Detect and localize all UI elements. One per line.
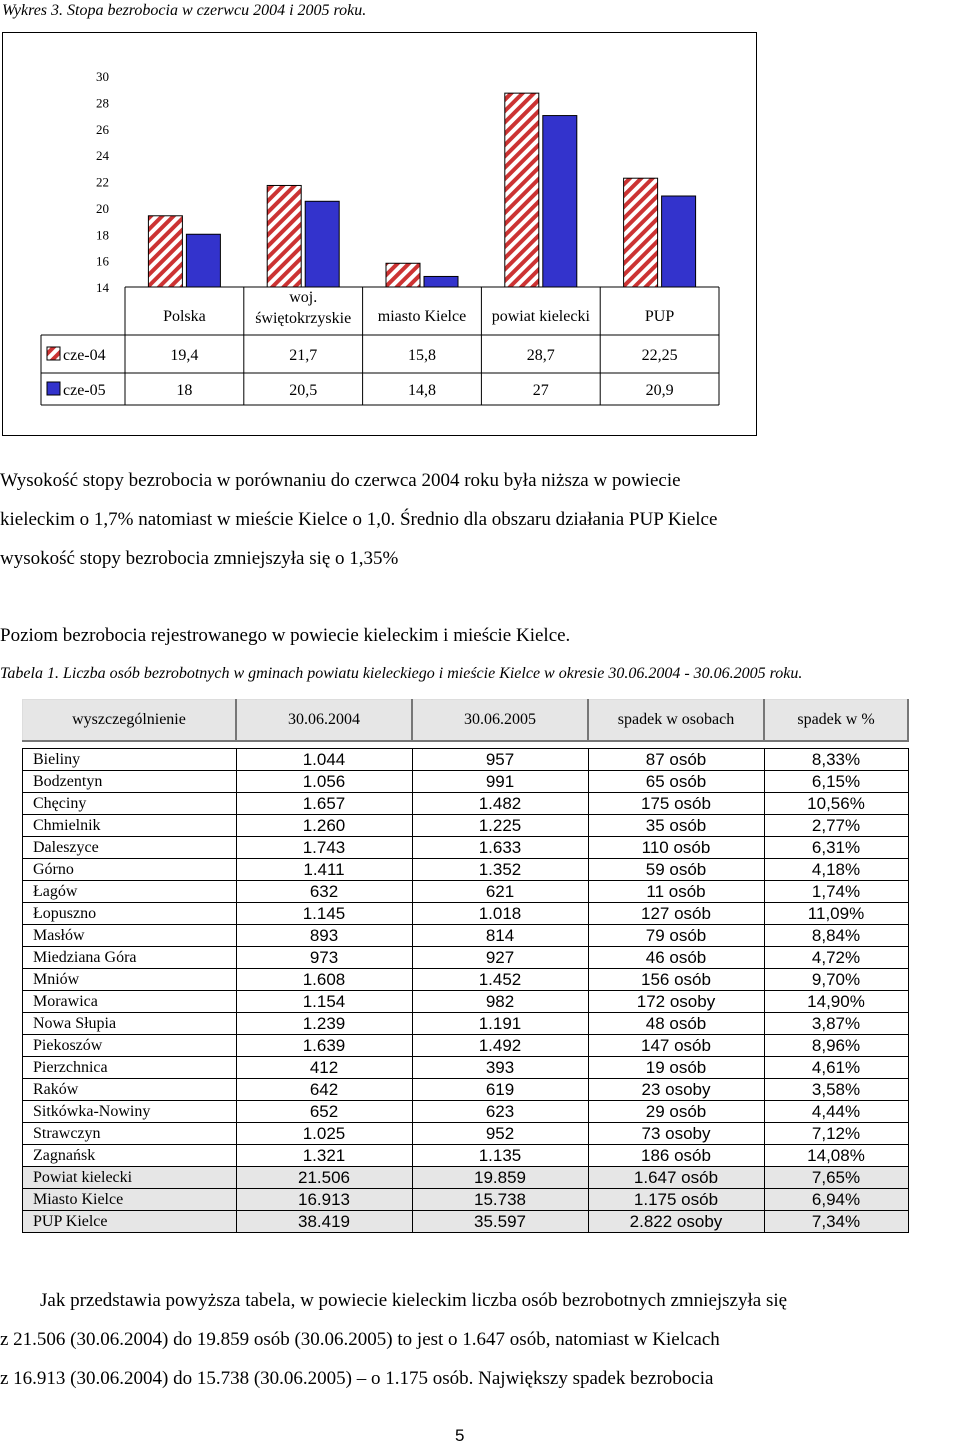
row-name-cell: Piekoszów bbox=[23, 1035, 237, 1057]
value-cell: 79 osób bbox=[588, 925, 764, 947]
value-cell: 110 osób bbox=[588, 837, 764, 859]
table-row bbox=[23, 859, 909, 881]
summary-row bbox=[23, 1189, 909, 1211]
table-row bbox=[23, 1057, 909, 1079]
paragraph-1-line: kieleckim o 1,7% natomiast w mieście Kielce o 1,0. Średnio dla obszaru działania PUP Kielce bbox=[0, 509, 718, 530]
paragraph-1 bbox=[0, 461, 932, 578]
category-label: świętokrzyskie bbox=[255, 310, 352, 327]
row-name-cell: Morawica bbox=[23, 991, 237, 1013]
y-tick-label: 16 bbox=[96, 253, 109, 269]
value-cell: 973 bbox=[236, 947, 412, 969]
value-cell: 927 bbox=[412, 947, 588, 969]
row-name-cell: Miasto Kielce bbox=[23, 1189, 237, 1211]
row-name-cell: Bieliny bbox=[23, 749, 237, 771]
value-cell: 175 osób bbox=[588, 793, 764, 815]
value-cell: 10,56% bbox=[764, 793, 908, 815]
value-cell: 1.018 bbox=[412, 903, 588, 925]
value-cell: 87 osób bbox=[588, 749, 764, 771]
value-cell: 4,44% bbox=[764, 1101, 908, 1123]
value-cell: 652 bbox=[236, 1101, 412, 1123]
figure-caption: Wykres 3. Stopa bezrobocia w czerwcu 2004 i 2005 roku. bbox=[2, 2, 367, 19]
value-cell: 991 bbox=[412, 771, 588, 793]
row-name-cell: Mniów bbox=[23, 969, 237, 991]
bar-cze04 bbox=[267, 185, 301, 287]
value-cell: 3,58% bbox=[764, 1079, 908, 1101]
value-cell: 172 osoby bbox=[588, 991, 764, 1013]
value-cell: 1.044 bbox=[236, 749, 412, 771]
value-cell: 6,15% bbox=[764, 771, 908, 793]
value-cell: 952 bbox=[412, 1123, 588, 1145]
y-tick-label: 22 bbox=[96, 174, 109, 190]
bar-cze05 bbox=[662, 196, 696, 287]
bar-cze04 bbox=[148, 216, 182, 287]
value-cell: 46 osób bbox=[588, 947, 764, 969]
header-cell: 30.06.2005 bbox=[412, 700, 588, 742]
value-cell: 1.135 bbox=[412, 1145, 588, 1167]
data-label: 27 bbox=[532, 382, 549, 399]
value-cell: 1.411 bbox=[236, 859, 412, 881]
bar-cze05 bbox=[424, 276, 458, 287]
value-cell: 1.482 bbox=[412, 793, 588, 815]
row-name-cell: Zagnańsk bbox=[23, 1145, 237, 1167]
value-cell: 23 osoby bbox=[588, 1079, 764, 1101]
value-cell: 11 osób bbox=[588, 881, 764, 903]
value-cell: 7,34% bbox=[764, 1211, 908, 1233]
table-row bbox=[23, 793, 909, 815]
table-row bbox=[23, 947, 909, 969]
value-cell: 621 bbox=[412, 881, 588, 903]
value-cell: 1.260 bbox=[236, 815, 412, 837]
row-name-cell: Górno bbox=[23, 859, 237, 881]
table-row bbox=[23, 1123, 909, 1145]
table-row bbox=[23, 991, 909, 1013]
value-cell: 1.145 bbox=[236, 903, 412, 925]
value-cell: 1.639 bbox=[236, 1035, 412, 1057]
y-tick-label: 18 bbox=[96, 227, 109, 243]
data-label: 15,8 bbox=[408, 347, 436, 364]
y-tick-label: 14 bbox=[96, 280, 109, 295]
y-tick-label: 24 bbox=[96, 148, 109, 164]
data-label: 21,7 bbox=[289, 347, 318, 364]
value-cell: 11,09% bbox=[764, 903, 908, 925]
table-caption: Tabela 1. Liczba osób bezrobotnych w gminach powiatu kieleckiego i mieście Kielce w okresie 30.06.2004 - 30.06.2005 roku. bbox=[0, 665, 803, 682]
value-cell: 1.657 bbox=[236, 793, 412, 815]
bar-chart bbox=[3, 33, 758, 437]
value-cell: 21.506 bbox=[236, 1167, 412, 1189]
table-row bbox=[23, 1145, 909, 1167]
value-cell: 19 osób bbox=[588, 1057, 764, 1079]
value-cell: 38.419 bbox=[236, 1211, 412, 1233]
value-cell: 127 osób bbox=[588, 903, 764, 925]
y-tick-label: 26 bbox=[96, 121, 109, 137]
value-cell: 156 osób bbox=[588, 969, 764, 991]
value-cell: 4,61% bbox=[764, 1057, 908, 1079]
value-cell: 4,72% bbox=[764, 947, 908, 969]
bar-cze05 bbox=[543, 116, 577, 287]
value-cell: 1.239 bbox=[236, 1013, 412, 1035]
value-cell: 632 bbox=[236, 881, 412, 903]
table-row bbox=[23, 925, 909, 947]
category-label: miasto Kielce bbox=[377, 308, 467, 325]
row-name-cell: PUP Kielce bbox=[23, 1211, 237, 1233]
value-cell: 7,12% bbox=[764, 1123, 908, 1145]
bar-cze04 bbox=[386, 263, 420, 287]
value-cell: 19.859 bbox=[412, 1167, 588, 1189]
value-cell: 1.647 osób bbox=[588, 1167, 764, 1189]
row-name-cell: Chmielnik bbox=[23, 815, 237, 837]
value-cell: 14,90% bbox=[764, 991, 908, 1013]
series-name: cze-05 bbox=[63, 382, 106, 399]
value-cell: 65 osób bbox=[588, 771, 764, 793]
value-cell: 412 bbox=[236, 1057, 412, 1079]
value-cell: 1.452 bbox=[412, 969, 588, 991]
data-label: 14,8 bbox=[408, 382, 436, 399]
bar-cze04 bbox=[505, 93, 539, 287]
value-cell: 7,65% bbox=[764, 1167, 908, 1189]
data-label: 19,4 bbox=[170, 347, 199, 364]
value-cell: 1.225 bbox=[412, 815, 588, 837]
value-cell: 73 osoby bbox=[588, 1123, 764, 1145]
category-label: woj. bbox=[289, 289, 318, 306]
header-cell: wyszczególnienie bbox=[23, 700, 237, 742]
value-cell: 8,33% bbox=[764, 749, 908, 771]
paragraph-1-line: wysokość stopy bezrobocia zmniejszyła się o 1,35% bbox=[0, 548, 399, 569]
paragraph-1-line: Wysokość stopy bezrobocia w porównaniu do czerwca 2004 roku była niższa w powiecie bbox=[0, 470, 681, 491]
value-cell: 1.608 bbox=[236, 969, 412, 991]
row-name-cell: Powiat kielecki bbox=[23, 1167, 237, 1189]
value-cell: 982 bbox=[412, 991, 588, 1013]
data-label: 20,9 bbox=[645, 382, 674, 399]
table-row bbox=[23, 1079, 909, 1101]
category-label: Polska bbox=[163, 308, 206, 325]
value-cell: 619 bbox=[412, 1079, 588, 1101]
value-cell: 1,74% bbox=[764, 881, 908, 903]
value-cell: 2.822 osoby bbox=[588, 1211, 764, 1233]
value-cell: 147 osób bbox=[588, 1035, 764, 1057]
row-name-cell: Łopuszno bbox=[23, 903, 237, 925]
y-tick-label: 30 bbox=[96, 69, 109, 84]
data-label: 20,5 bbox=[289, 382, 318, 399]
bar-cze05 bbox=[305, 201, 339, 287]
row-name-cell: Sitkówka-Nowiny bbox=[23, 1101, 237, 1123]
value-cell: 16.913 bbox=[236, 1189, 412, 1211]
value-cell: 642 bbox=[236, 1079, 412, 1101]
value-cell: 59 osób bbox=[588, 859, 764, 881]
value-cell: 6,31% bbox=[764, 837, 908, 859]
data-label: 28,7 bbox=[526, 347, 555, 364]
value-cell: 15.738 bbox=[412, 1189, 588, 1211]
value-cell: 6,94% bbox=[764, 1189, 908, 1211]
paragraph-2-line: z 16.913 (30.06.2004) do 15.738 (30.06.2005) – o 1.175 osób. Największy spadek bezrobocia bbox=[0, 1368, 714, 1389]
bar-cze04 bbox=[624, 178, 658, 287]
series-name: cze-04 bbox=[63, 347, 106, 364]
y-tick-label: 20 bbox=[96, 200, 109, 216]
table-row bbox=[23, 749, 909, 771]
legend-swatch bbox=[47, 347, 60, 360]
value-cell: 1.352 bbox=[412, 859, 588, 881]
value-cell: 14,08% bbox=[764, 1145, 908, 1167]
data-label: 22,25 bbox=[641, 347, 678, 364]
page-number: 5 bbox=[455, 1426, 465, 1445]
paragraph-2 bbox=[0, 1281, 932, 1398]
paragraph-2-line: z 21.506 (30.06.2004) do 19.859 osób (30.06.2005) to jest o 1.647 osób, natomiast w Kielcach bbox=[0, 1329, 720, 1350]
value-cell: 1.154 bbox=[236, 991, 412, 1013]
section-heading: Poziom bezrobocia rejestrowanego w powiecie kieleckim i mieście Kielce. bbox=[0, 625, 571, 646]
value-cell: 1.056 bbox=[236, 771, 412, 793]
row-name-cell: Strawczyn bbox=[23, 1123, 237, 1145]
value-cell: 893 bbox=[236, 925, 412, 947]
value-cell: 1.175 osób bbox=[588, 1189, 764, 1211]
value-cell: 29 osób bbox=[588, 1101, 764, 1123]
value-cell: 1.321 bbox=[236, 1145, 412, 1167]
row-name-cell: Bodzentyn bbox=[23, 771, 237, 793]
value-cell: 814 bbox=[412, 925, 588, 947]
unemployment-table bbox=[22, 699, 909, 1233]
row-name-cell: Łagów bbox=[23, 881, 237, 903]
header-cell: spadek w osobach bbox=[588, 700, 764, 742]
value-cell: 3,87% bbox=[764, 1013, 908, 1035]
value-cell: 8,84% bbox=[764, 925, 908, 947]
table-row bbox=[23, 837, 909, 859]
table-row bbox=[23, 771, 909, 793]
summary-row bbox=[23, 1211, 909, 1233]
table-row bbox=[23, 1035, 909, 1057]
table-row bbox=[23, 815, 909, 837]
value-cell: 1.492 bbox=[412, 1035, 588, 1057]
value-cell: 2,77% bbox=[764, 815, 908, 837]
row-name-cell: Miedziana Góra bbox=[23, 947, 237, 969]
category-label: PUP bbox=[644, 308, 675, 325]
value-cell: 393 bbox=[412, 1057, 588, 1079]
value-cell: 4,18% bbox=[764, 859, 908, 881]
value-cell: 1.633 bbox=[412, 837, 588, 859]
chart-frame bbox=[2, 32, 757, 436]
value-cell: 1.191 bbox=[412, 1013, 588, 1035]
value-cell: 35.597 bbox=[412, 1211, 588, 1233]
value-cell: 1.743 bbox=[236, 837, 412, 859]
value-cell: 48 osób bbox=[588, 1013, 764, 1035]
table-row bbox=[23, 1013, 909, 1035]
summary-row bbox=[23, 1167, 909, 1189]
value-cell: 623 bbox=[412, 1101, 588, 1123]
row-name-cell: Daleszyce bbox=[23, 837, 237, 859]
row-name-cell: Chęciny bbox=[23, 793, 237, 815]
value-cell: 35 osób bbox=[588, 815, 764, 837]
row-name-cell: Masłów bbox=[23, 925, 237, 947]
table-row bbox=[23, 969, 909, 991]
header-cell: 30.06.2004 bbox=[236, 700, 412, 742]
table-row bbox=[23, 903, 909, 925]
value-cell: 1.025 bbox=[236, 1123, 412, 1145]
row-name-cell: Pierzchnica bbox=[23, 1057, 237, 1079]
row-name-cell: Nowa Słupia bbox=[23, 1013, 237, 1035]
bar-cze05 bbox=[186, 234, 220, 287]
row-name-cell: Raków bbox=[23, 1079, 237, 1101]
paragraph-2-line: Jak przedstawia powyższa tabela, w powiecie kieleckim liczba osób bezrobotnych zmniejszyła się bbox=[40, 1290, 788, 1311]
table-row bbox=[23, 1101, 909, 1123]
value-cell: 8,96% bbox=[764, 1035, 908, 1057]
value-cell: 186 osób bbox=[588, 1145, 764, 1167]
value-cell: 9,70% bbox=[764, 969, 908, 991]
table-row bbox=[23, 881, 909, 903]
value-cell: 957 bbox=[412, 749, 588, 771]
data-label: 18 bbox=[176, 382, 193, 399]
category-label: powiat kielecki bbox=[491, 308, 590, 325]
y-tick-label: 28 bbox=[96, 95, 109, 111]
table-header-row bbox=[23, 700, 909, 742]
header-cell: spadek w % bbox=[764, 700, 908, 742]
legend-swatch bbox=[47, 382, 60, 395]
